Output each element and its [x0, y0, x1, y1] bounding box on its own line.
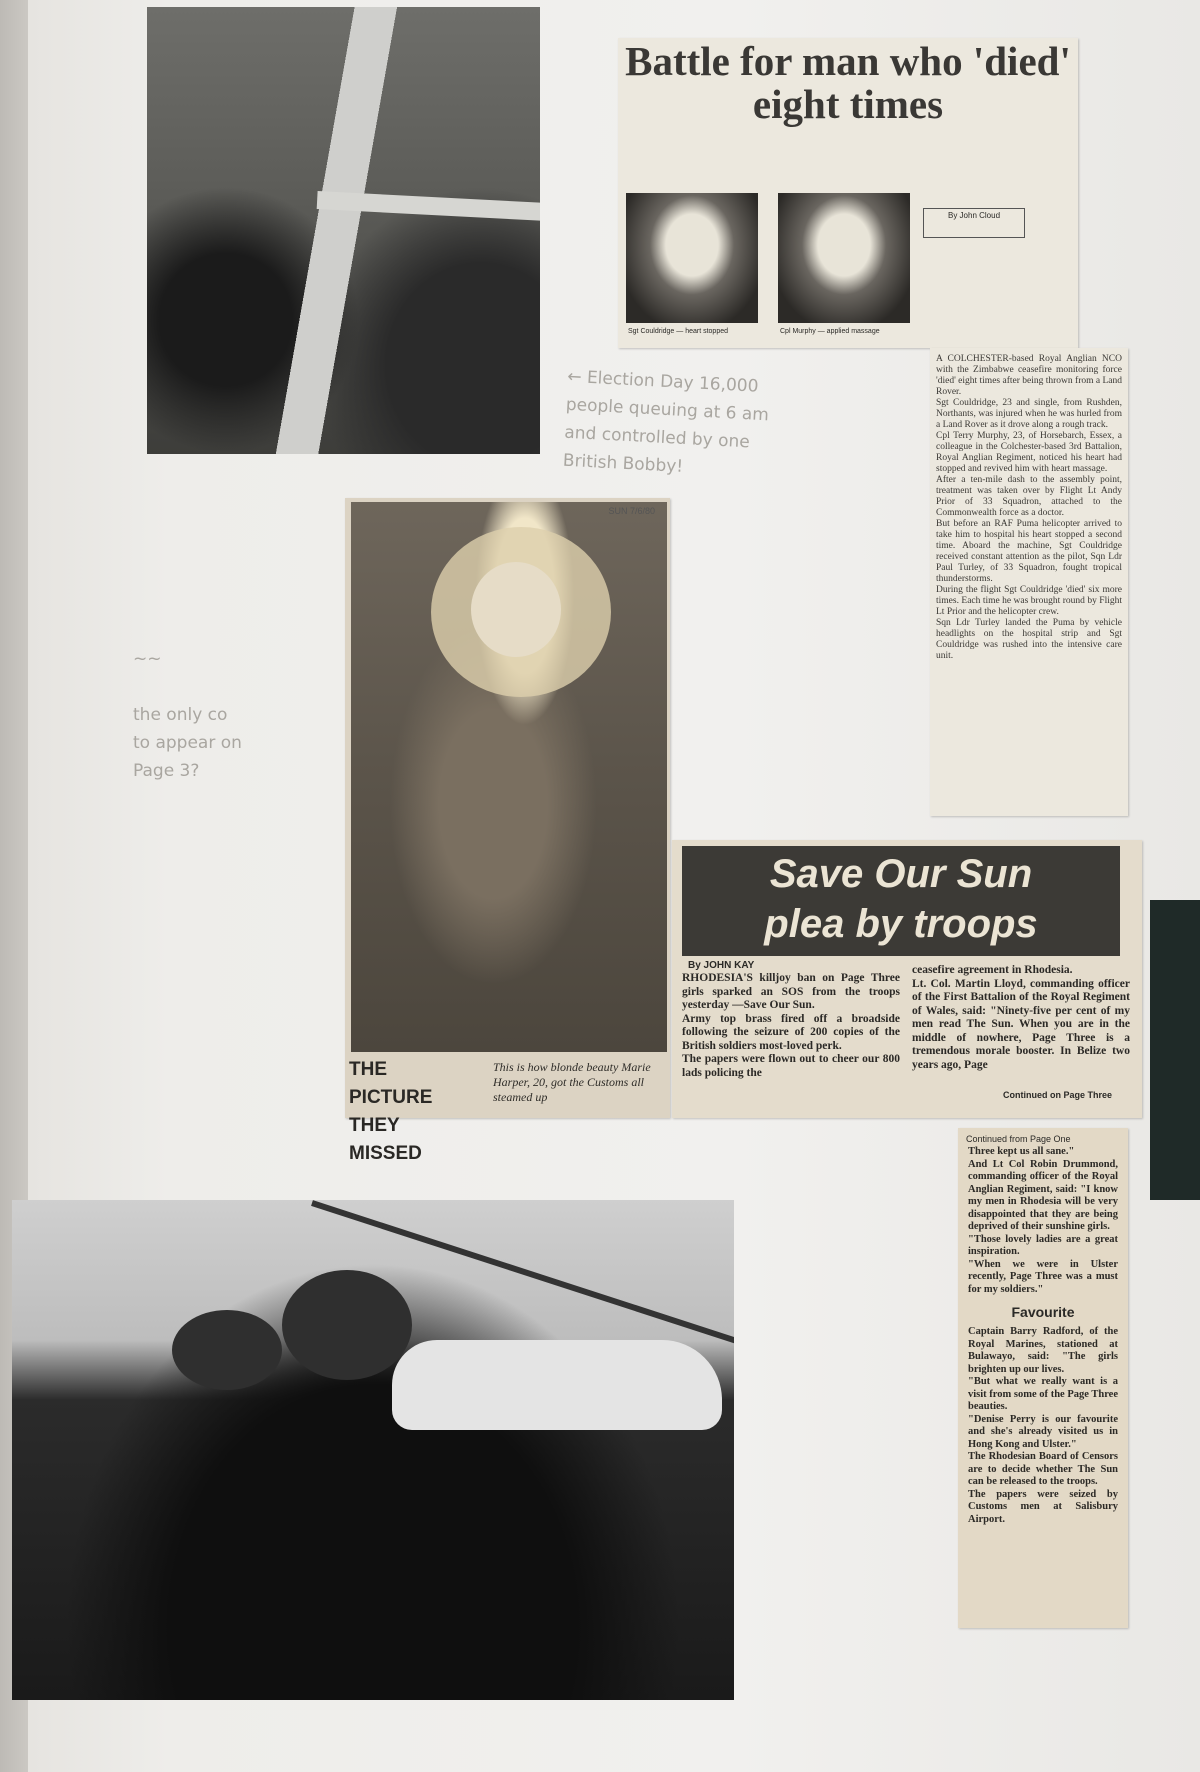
sun-continued: Continued on Page Three	[1002, 1090, 1112, 1100]
tree	[282, 1270, 412, 1380]
battle-clipping	[618, 38, 1078, 348]
fav-heading: Favourite	[1011, 1304, 1075, 1320]
sun-column-1: RHODESIA'S killjoy ban on Page Three girls sparked an SOS from the troops yesterday —Save Our Sun. Army top brass fired off a broadside following the seizure of 200 copies of the British soldiers most-loved perk. The papers were flown out to cheer our 800 lads policing the	[682, 972, 900, 1079]
battle-column	[930, 348, 1128, 816]
favourite-clipping	[958, 1128, 1128, 1628]
sun-byline: By JOHN KAY	[688, 960, 755, 971]
face	[471, 562, 561, 657]
murphy-portrait	[778, 193, 910, 323]
picture-missed-heading: THE PICTURE THEY MISSED	[349, 1059, 433, 1164]
battle-body: A COLCHESTER-based Royal Anglian NCO with the Zimbabwe ceasefire monitoring force 'died' eight times after being thrown from a Land Rover. Sgt Couldridge, 23 and single, from Rushden, Northants, was injured when he was hurled from a Land Rover as it drove along a rough track. Cpl Terry Murphy, 23, of Horsebarch, Essex, a colleague in the Colchester-based 3rd Battalion, Royal Anglian Regiment, noticed his heart had stopped and revived him with heart massage. After a ten-mile dash to the assembly point, treatment was taken over by Flight Lt Andy Prior of 33 Squadron, attached to the Commonwealth force as a doctor. But before an RAF Puma helicopter arrived to take him to hospital his heart stopped a second time. Aboard the machine, Sgt Couldridge received constant attention as the pilot, Sqn Ldr Paul Turley, of 33 Squadron, fought tropical thunderstorms. During the flight Sgt Couldridge 'died' six more times. Each time he was brought round by Flight Lt Prior and the helicopter crew. Sqn Ldr Turley landed the Puma by vehicle headlights on the hospital strip and Sgt Couldridge was rushed into the intensive care unit.	[936, 354, 1122, 661]
battle-byline: By John Cloud	[923, 208, 1025, 238]
battle-headline: Battle for man who 'died' eight times	[625, 38, 1071, 127]
picture-missed-clipping	[345, 498, 670, 1164]
dirt-track	[317, 191, 540, 221]
sun-headline-line1: Save Our Sun	[769, 852, 1033, 896]
fav-text-1: Three kept us all sane." And Lt Col Robin Drummond, commanding officer of the Royal Anglian Regiment, said: "I know my men in Rhodesia will be very disappointed that they are being deprived of their sunshine girls. "Those lovely ladies are a great inspiration. "When we were in Ulster recently, Page Three was a must for my soldiers."	[968, 1146, 1118, 1295]
table-background	[1150, 900, 1200, 1200]
tree	[172, 1310, 282, 1390]
helicopter	[392, 1340, 722, 1430]
aerial-queue-photo	[147, 7, 540, 454]
fav-text-2: Captain Barry Radford, of the Royal Marines, stationed at Bulawayo, said: "The girls brighten up our lives. "But what we really want is a visit from some of the Page Three beauties. "Denise Perry is our favourite and she's already visited us in Hong Kong and Ulster." The Rhodesian Board of Censors are to decide whether The Sun can be released to the troops. The papers were seized by Customs men at Salisbury Airport.	[968, 1326, 1118, 1525]
sun-headline-line2: plea by troops	[764, 902, 1038, 946]
couldridge-portrait	[626, 193, 758, 323]
murphy-caption: Cpl Murphy — applied massage	[780, 328, 880, 335]
date-stamp: SUN 7/6/80	[608, 506, 655, 516]
save-our-sun-clipping	[672, 840, 1142, 1118]
marie-harper-photo	[351, 502, 667, 1052]
crowd-helicopter-photo	[12, 1200, 734, 1700]
marie-harper-caption: This is how blonde beauty Marie Harper, 20, got the Customs all steamed up	[493, 1060, 651, 1104]
pencil-note-election: ← Election Day 16,000 people queuing at 6 am and controlled by one British Bobby!	[562, 366, 770, 477]
fav-continued: Continued from Page One	[966, 1134, 1071, 1144]
sun-headline-banner	[682, 846, 1120, 956]
pencil-note-page3: ~~ the only co to appear on Page 3?	[133, 649, 242, 781]
sun-column-2: ceasefire agreement in Rhodesia. Lt. Col. Martin Lloyd, commanding officer of the First Battalion of the Royal Regiment of Wales, said: "Ninety-five per cent of my men read The Sun. When you are in the middle of nowhere, Page Three is a tremendous morale booster. In Belize two years ago, Page	[912, 964, 1130, 1071]
couldridge-caption: Sgt Couldridge — heart stopped	[628, 328, 729, 335]
